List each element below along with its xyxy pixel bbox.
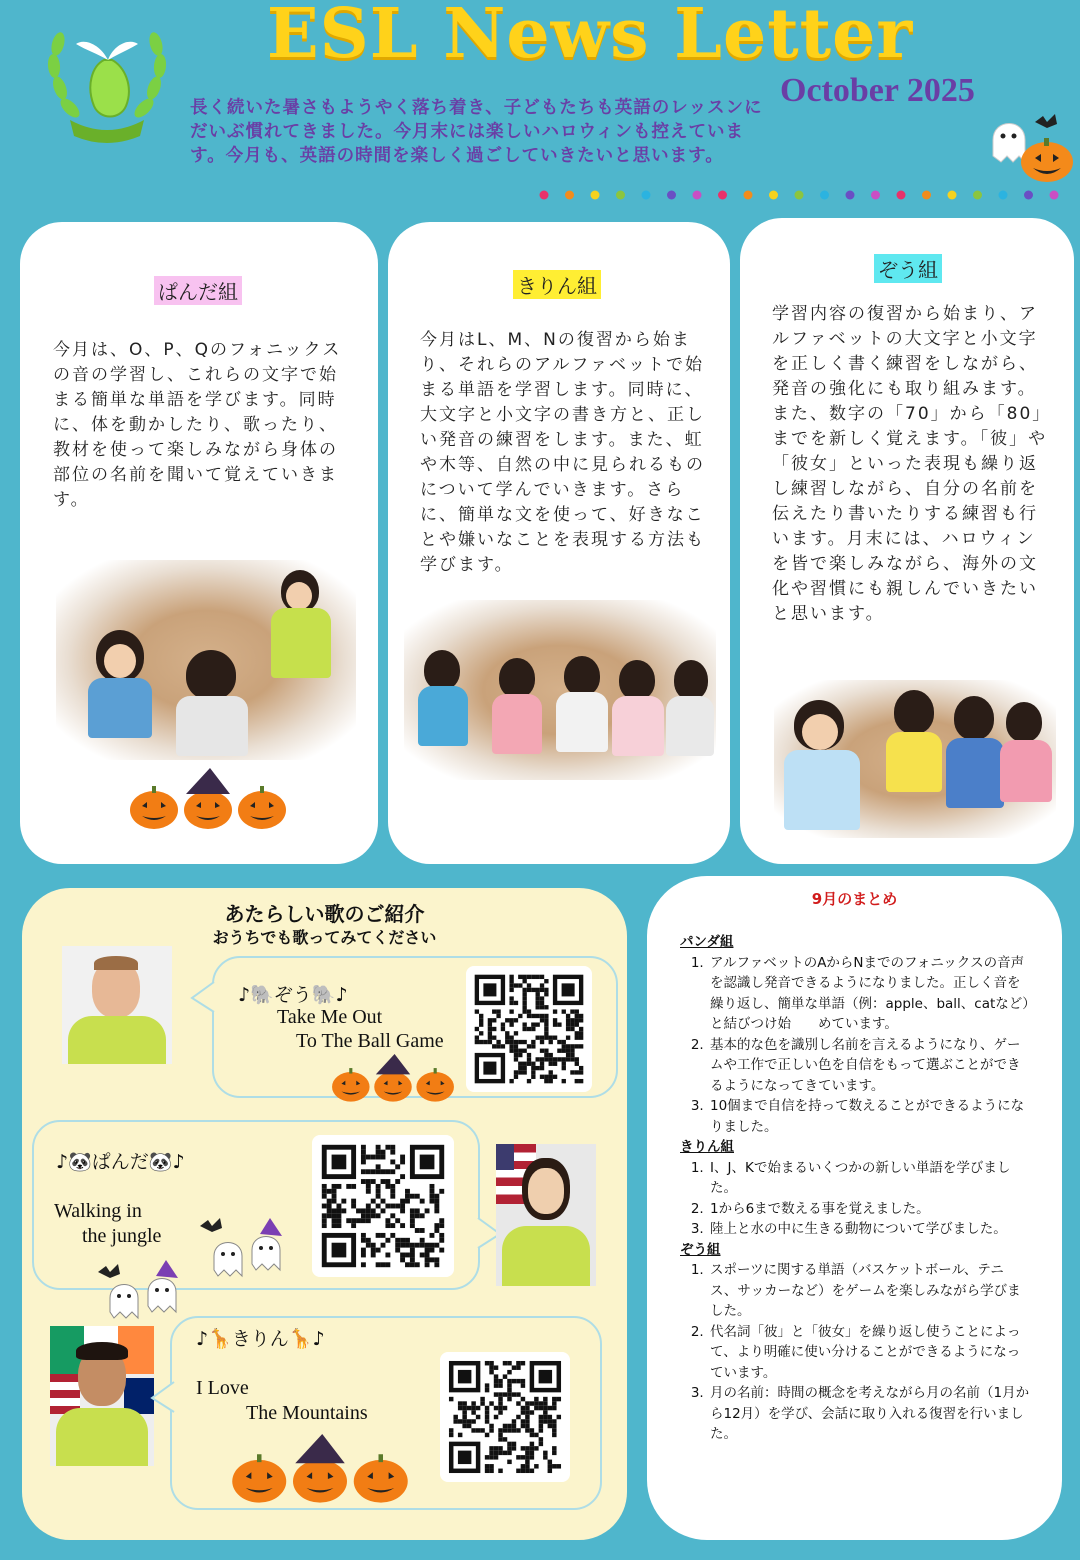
- class-text-elephant: 学習内容の復習から始まり、アルファベットの大文字と小文字を正しく書く練習をしながら、発音の強化にも取り組みます。また、数字の「70」から「80」までを新しく覚えます。「彼」や「彼女」といった表現も繰り返し練習しながら、自分の名前を伝えたり書いたりする練習も行います。月末には、ハロウィンを皆で楽しみながら、海外の文化や習慣にも親しんでいきたいと思います。: [772, 304, 1048, 624]
- song-title-3a: I Love: [196, 1377, 249, 1399]
- school-logo: [42, 8, 172, 148]
- song-title-2a: Walking in: [54, 1200, 142, 1222]
- summary-item: 3. 月の名前：時間の概念を考えながら月の名前（1月から12月）を学び、会話に取り入れる復習を行いました。: [708, 1383, 1030, 1445]
- summary-group-title: きりん組: [680, 1139, 734, 1155]
- intro-paragraph: 長く続いた暑さもようやく落ち着き、子どもたちも英語のレッスンにだいぶ慣れてきました。今月末には楽しいハロウィンも控えています。今月も、英語の時間を楽しく過ごしていきたいと思います。: [190, 98, 763, 166]
- song-title-2b: the jungle: [82, 1225, 162, 1247]
- pumpkin-row-icon: [230, 1434, 410, 1510]
- summary-list-giraffe: [680, 1158, 1030, 1240]
- song-title-1a: Take Me Out: [277, 1006, 383, 1028]
- summary-item: 2. 代名詞「彼」と「彼女」を繰り返し使うことによって、より明確に使い分けることができるようになっています。: [708, 1322, 1030, 1384]
- summary-item: 2. 1から6まで数える事を覚えました。: [708, 1199, 1030, 1220]
- qr-code-1[interactable]: [466, 966, 592, 1092]
- summary-item: 3. 陸上と水の中に生きる動物について学びました。: [708, 1219, 1030, 1240]
- song-title-3b: The Mountains: [246, 1402, 368, 1424]
- class-text-giraffe: 今月はL、M、Nの復習から始まり、それらのアルファベットで始まる単語を学習します。同時に、大文字と小文字の書き方と、正しい発音の練習をします。また、虹や木等、自然の中に見られるものについて学んでいきます。さらに、簡単な文を使って、好きなことや嫌いなことを表現する方法も学びます。: [420, 330, 705, 575]
- summary-item: 3. 10個まで自信を持って数えることができるようになりました。: [708, 1096, 1030, 1137]
- qr-code-3[interactable]: [440, 1352, 570, 1482]
- summary-title: 9月のまとめ: [811, 890, 898, 908]
- summary-body: [680, 932, 1030, 1445]
- summary-item: 1. I、J、Kで始まるいくつかの新しい単語を学びました。: [708, 1158, 1030, 1199]
- teacher-photo-2: [496, 1144, 596, 1286]
- issue-date: October 2025: [780, 72, 975, 109]
- class-text-panda: 今月は、O、P、Qのフォニックスの音の学習し、これらの文字で始まる簡単な単語を学びます。同時に、体を動かしたり、歌ったり、教材を使って楽しみながら身体の部位の名前を聞いて覚えていきます。: [53, 340, 342, 510]
- summary-item: 1. スポーツに関する単語（バスケットボール、テニス、サッカーなど）をゲームを楽しみながら学びました。: [708, 1260, 1030, 1322]
- song-head-2: ♪🐼ぱんだ🐼♪: [56, 1151, 185, 1173]
- class-photo-panda: [56, 560, 356, 760]
- summary-group-title: ぞう組: [680, 1241, 721, 1258]
- song-head-3: ♪🦒きりん🦒♪: [196, 1328, 325, 1350]
- halloween-ghost-pumpkin-icon: [985, 100, 1075, 185]
- class-label-elephant: ぞう組: [874, 254, 942, 283]
- songs-title: あたらしい歌のご紹介: [224, 902, 425, 926]
- song-head-1: ♪🐘ぞう🐘♪: [238, 984, 348, 1006]
- ghost-bat-icon: [96, 1216, 296, 1330]
- class-photo-elephant: [774, 680, 1056, 838]
- summary-item: 2. 基本的な色を識別し名前を言えるようになり、ゲームや工作で正しい色を自信をもって選ぶことができるようになってきています。: [708, 1035, 1030, 1097]
- bubble-tail-1: [190, 980, 216, 1018]
- newsletter-title: ESL News Letter: [266, 0, 914, 74]
- summary-list-panda: [680, 953, 1030, 1138]
- summary-group-title: パンダ組: [680, 934, 734, 950]
- teacher-photo-1: [62, 946, 172, 1064]
- pumpkin-row-icon: [326, 1054, 460, 1108]
- teacher-photo-3: [50, 1326, 154, 1466]
- pumpkin-row-icon: [128, 768, 288, 836]
- song-title-1b: To The Ball Game: [296, 1030, 444, 1052]
- summary-item: 1. アルファベットのAからNまでのフォニックスの音声を認識し発音できるようになりました。正しく音を繰り返し、簡単な単語（例：apple、ball、catなど）と結びつけ始 めています。: [708, 953, 1030, 1035]
- qr-code-2[interactable]: [312, 1135, 454, 1277]
- summary-list-elephant: [680, 1260, 1030, 1445]
- class-photo-giraffe: [404, 600, 716, 780]
- decorative-dots: [538, 186, 1068, 198]
- class-label-panda: ぱんだ組: [154, 276, 242, 305]
- bubble-tail-3: [150, 1380, 176, 1418]
- class-label-giraffe: きりん組: [513, 270, 601, 299]
- songs-subtitle: おうちでも歌ってみてください: [212, 928, 437, 947]
